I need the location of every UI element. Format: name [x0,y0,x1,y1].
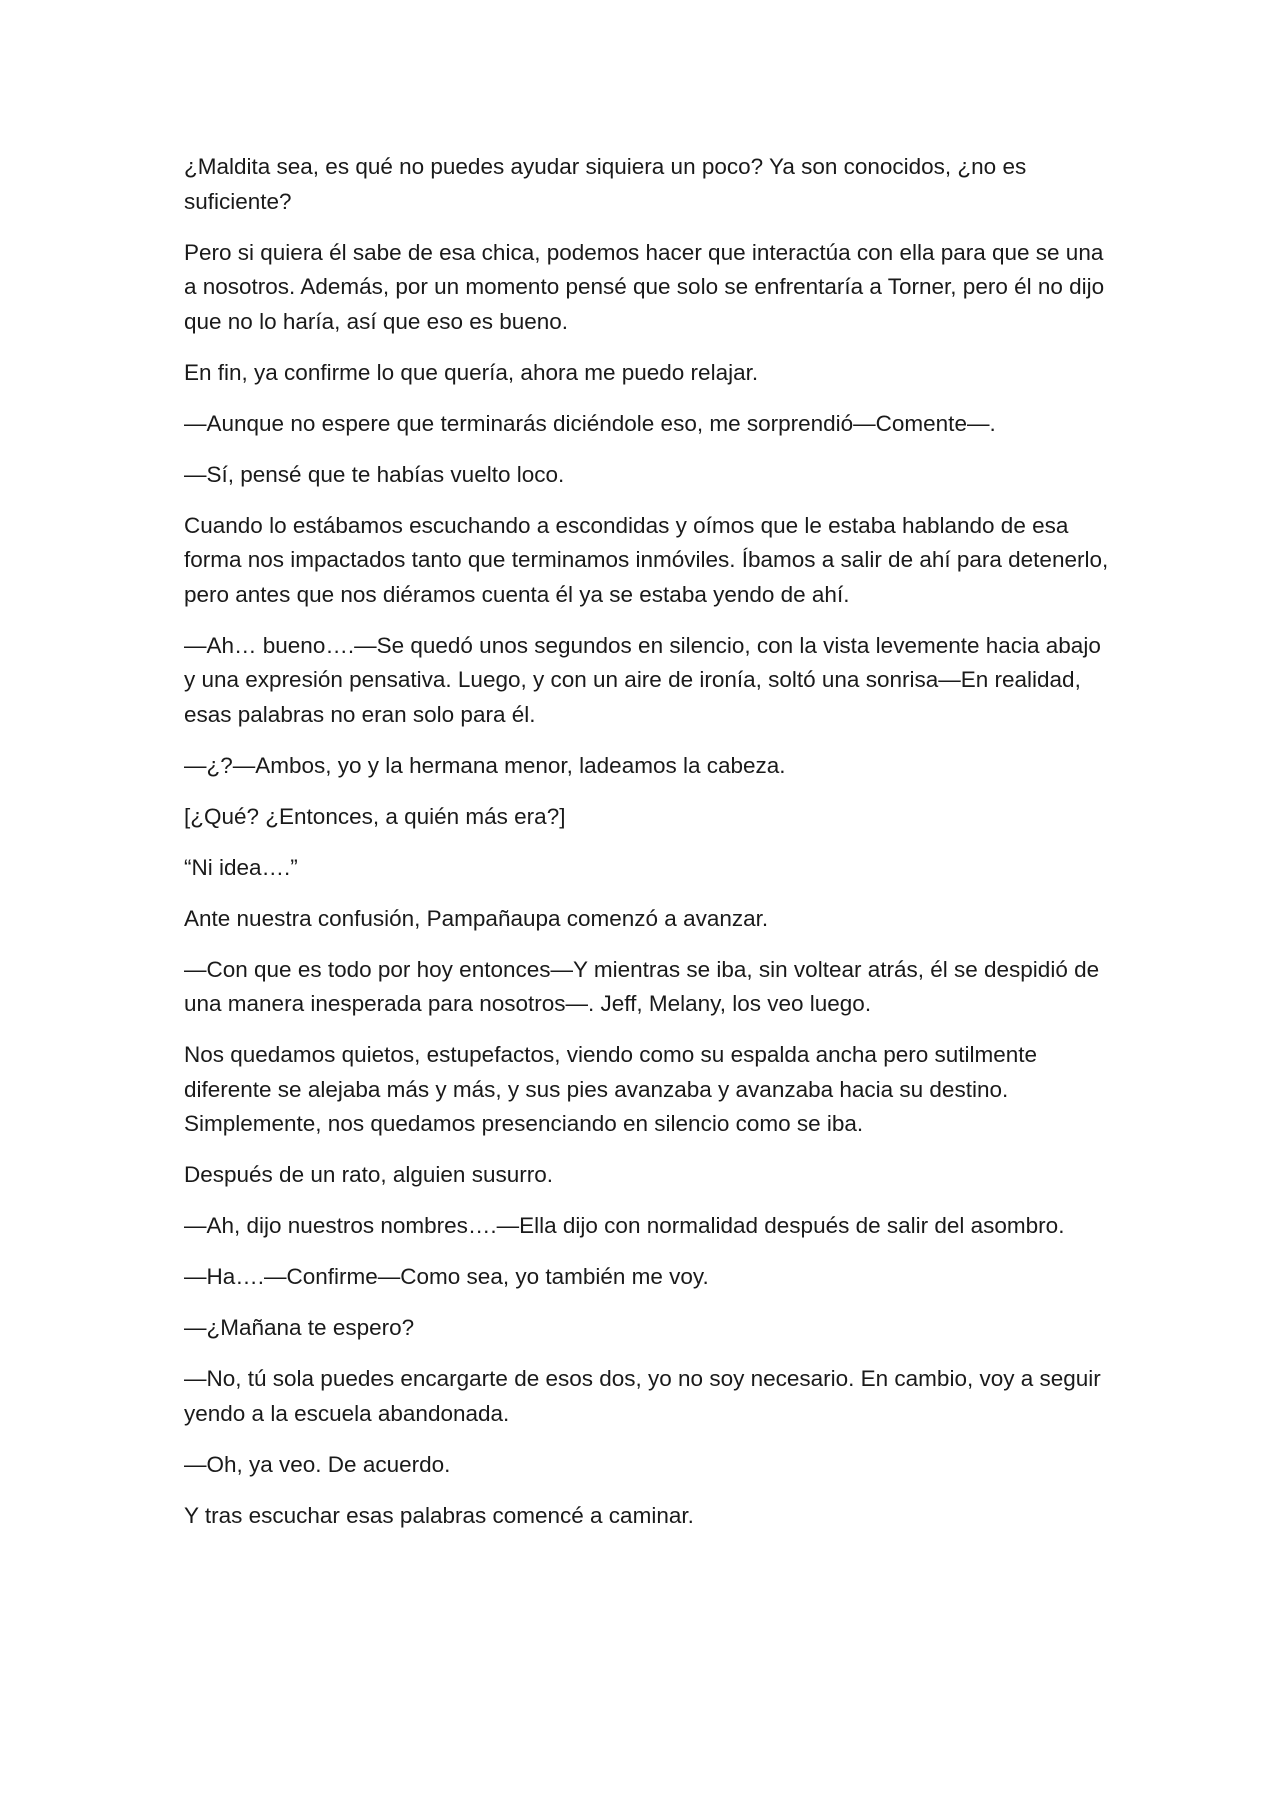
paragraph-18: —No, tú sola puedes encargarte de esos dos, yo no soy necesario. En cambio, voy a seguir yendo a la escuela abandonada. [184,1366,1101,1426]
paragraph-8: —¿?—Ambos, yo y la hermana menor, ladeamos la cabeza. [184,752,786,778]
paragraph-20: Y tras escuchar esas palabras comencé a caminar. [184,1502,694,1528]
paragraph-4: —Aunque no espere que terminarás diciéndole eso, me sorprendió—Comente—. [184,410,996,436]
paragraph-12: —Con que es todo por hoy entonces—Y mientras se iba, sin voltear atrás, él se despidió de una manera inesperada para nosotros—. Jeff, Melany, los veo luego. [184,956,1100,1016]
paragraph-5: —Sí, pensé que te habías vuelto loco. [184,461,565,487]
paragraph-6: Cuando lo estábamos escuchando a escondidas y oímos que le estaba hablando de esa forma nos impactados tanto que terminamos inmóviles. Íbamos a salir de ahí para detenerlo, pero antes que nos diéramos cuenta él ya se estaba yendo de ahí. [184,512,1109,607]
paragraph-1: ¿Maldita sea, es qué no puedes ayudar siquiera un poco? Ya son conocidos, ¿no es suficiente? [184,154,1027,214]
paragraph-13: Nos quedamos quietos, estupefactos, viendo como su espalda ancha pero sutilmente diferente se alejaba más y más, y sus pies avanzaba y avanzaba hacia su destino. Simplemente, nos quedamos presenciando en silencio como se iba. [184,1042,1038,1136]
paragraph-9: [¿Qué? ¿Entonces, a quién más era?] [184,803,566,829]
paragraph-19: —Oh, ya veo. De acuerdo. [184,1451,451,1477]
paragraph-3: En fin, ya confirme lo que quería, ahora me puedo relajar. [184,359,759,385]
paragraph-11: Ante nuestra confusión, Pampañaupa comenzó a avanzar. [184,905,769,931]
paragraph-7: —Ah… bueno….—Se quedó unos segundos en silencio, con la vista levemente hacia abajo y una expresión pensativa. Luego, y con un aire de ironía, soltó una sonrisa—En realidad, esas palabras no eran solo para él. [184,632,1101,727]
paragraph-2: Pero si quiera él sabe de esa chica, podemos hacer que interactúa con ella para que se una a nosotros. Además, por un momento pensé que solo se enfrentaría a Torner, pero él no dijo que no lo haría, así que eso es bueno. [184,239,1105,334]
paragraph-14: Después de un rato, alguien susurro. [184,1162,553,1187]
paragraph-17: —¿Mañana te espero? [184,1315,415,1340]
paragraph-16: —Ha….—Confirme—Como sea, yo también me voy. [184,1264,709,1289]
paragraph-10: “Ni idea….” [184,854,298,880]
body-text [184,150,1114,1550]
paragraph-15: —Ah, dijo nuestros nombres….—Ella dijo con normalidad después de salir del asombro. [184,1213,1065,1238]
